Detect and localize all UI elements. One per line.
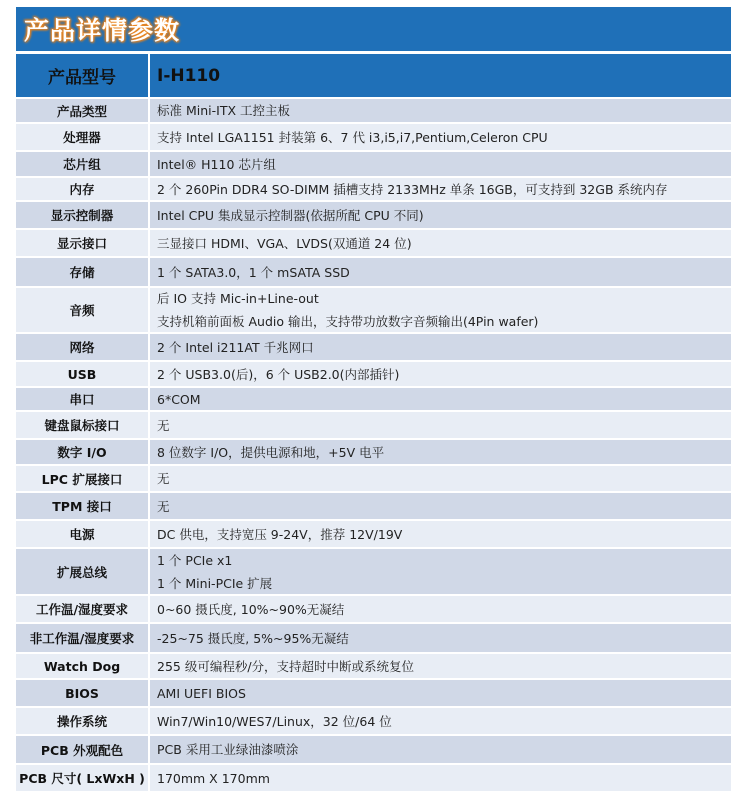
spec-value	[150, 521, 731, 547]
model-label: 产品型号	[16, 54, 150, 97]
spec-label: TPM 接口	[16, 493, 150, 519]
page-title: 产品详情参数	[24, 16, 181, 45]
table-row	[16, 440, 731, 466]
spec-table	[16, 99, 731, 793]
spec-value	[150, 230, 731, 256]
spec-value	[150, 388, 731, 410]
spec-value-line: Intel® H110 芯片组	[157, 156, 276, 172]
spec-value-line: 2 个 USB3.0(后)，6 个 USB2.0(内部插针)	[157, 366, 400, 382]
spec-value-line: 标准 Mini-ITX 工控主板	[157, 103, 290, 118]
spec-value	[150, 549, 731, 594]
spec-label: 非工作温/湿度要求	[16, 624, 150, 652]
spec-value-line: 支持机箱前面板 Audio 输出，支持带功放数字音频输出(4Pin wafer)	[157, 314, 539, 329]
spec-label: 串口	[16, 388, 150, 410]
spec-label: PCB 外观配色	[16, 736, 150, 763]
spec-label: 电源	[16, 521, 150, 547]
table-row	[16, 388, 731, 412]
title-bar	[16, 7, 731, 51]
spec-label: 键盘鼠标接口	[16, 412, 150, 438]
table-row	[16, 493, 731, 521]
spec-value	[150, 466, 731, 491]
spec-label: 产品类型	[16, 99, 150, 122]
table-row	[16, 178, 731, 202]
spec-value	[150, 596, 731, 622]
spec-value-line: 8 位数字 I/O，提供电源和地，+5V 电平	[157, 444, 385, 460]
spec-sheet	[16, 7, 731, 793]
table-row	[16, 736, 731, 765]
table-row	[16, 680, 731, 708]
spec-label: 显示接口	[16, 230, 150, 256]
spec-label: 存储	[16, 258, 150, 286]
model-value: I-H110	[157, 65, 221, 86]
table-row	[16, 596, 731, 624]
spec-value	[150, 493, 731, 519]
spec-value-line: 无	[157, 498, 170, 514]
spec-value-line: 255 级可编程秒/分，支持超时中断或系统复位	[157, 658, 415, 674]
spec-label: 内存	[16, 178, 150, 200]
spec-value	[150, 680, 731, 706]
spec-value	[150, 624, 731, 652]
table-row	[16, 765, 731, 793]
spec-value-line: 无	[157, 471, 170, 486]
spec-label: 扩展总线	[16, 549, 150, 594]
spec-value-line: 1 个 PCIe x1	[157, 552, 233, 568]
spec-label: 网络	[16, 334, 150, 360]
spec-value	[150, 440, 731, 464]
spec-value	[150, 362, 731, 386]
table-row	[16, 334, 731, 362]
spec-value	[150, 654, 731, 678]
table-row	[16, 466, 731, 493]
table-row	[16, 99, 731, 124]
spec-value	[150, 178, 731, 200]
spec-value-line: 0~60 摄氏度, 10%~90%无凝结	[157, 601, 345, 617]
spec-value-line: 无	[157, 417, 170, 433]
table-row	[16, 624, 731, 654]
spec-value-line: 支持 Intel LGA1151 封装第 6、7 代 i3,i5,i7,Pentium,Celeron CPU	[157, 129, 548, 145]
spec-value	[150, 708, 731, 734]
spec-value	[150, 288, 731, 332]
spec-value	[150, 202, 731, 228]
table-row	[16, 124, 731, 152]
table-row	[16, 258, 731, 288]
spec-value-line: 1 个 SATA3.0，1 个 mSATA SSD	[157, 264, 350, 280]
table-row	[16, 288, 731, 334]
spec-value	[150, 99, 731, 122]
spec-value	[150, 152, 731, 176]
spec-value	[150, 765, 731, 791]
table-row	[16, 362, 731, 388]
spec-value-line: DC 供电，支持宽压 9-24V，推荐 12V/19V	[157, 526, 403, 542]
spec-value-line: 三显接口 HDMI、VGA、LVDS(双通道 24 位)	[157, 235, 412, 251]
spec-value-line: 6*COM	[157, 391, 201, 407]
spec-label: 显示控制器	[16, 202, 150, 228]
spec-value-line: 后 IO 支持 Mic-in+Line-out	[157, 291, 319, 306]
spec-value	[150, 258, 731, 286]
spec-label: PCB 尺寸( LxWxH )	[16, 765, 150, 791]
spec-value-line: Win7/Win10/WES7/Linux，32 位/64 位	[157, 713, 392, 729]
spec-value	[150, 334, 731, 360]
spec-label: 芯片组	[16, 152, 150, 176]
table-row	[16, 521, 731, 549]
spec-label: USB	[16, 362, 150, 386]
spec-value-line: AMI UEFI BIOS	[157, 685, 246, 701]
spec-value-line: 1 个 Mini-PCIe 扩展	[157, 575, 273, 591]
spec-label: 处理器	[16, 124, 150, 150]
spec-label: LPC 扩展接口	[16, 466, 150, 491]
spec-value-line: PCB 采用工业绿油漆喷涂	[157, 742, 299, 757]
spec-label: BIOS	[16, 680, 150, 706]
table-row	[16, 202, 731, 230]
spec-value-line: 170mm X 170mm	[157, 770, 270, 786]
table-row	[16, 549, 731, 596]
table-row	[16, 654, 731, 680]
table-row	[16, 412, 731, 440]
spec-value	[150, 736, 731, 763]
table-row	[16, 152, 731, 178]
spec-label: 操作系统	[16, 708, 150, 734]
model-header-row	[16, 54, 731, 99]
spec-value	[150, 412, 731, 438]
spec-label: 数字 I/O	[16, 440, 150, 464]
table-row	[16, 230, 731, 258]
spec-value-line: 2 个 Intel i211AT 千兆网口	[157, 339, 314, 355]
spec-value-line: -25~75 摄氏度, 5%~95%无凝结	[157, 630, 349, 646]
spec-value-line: 2 个 260Pin DDR4 SO-DIMM 插槽支持 2133MHz 单条 16GB，可支持到 32GB 系统内存	[157, 181, 668, 197]
spec-value	[150, 124, 731, 150]
spec-label: Watch Dog	[16, 654, 150, 678]
spec-label: 工作温/湿度要求	[16, 596, 150, 622]
spec-label: 音频	[16, 288, 150, 332]
table-row	[16, 708, 731, 736]
spec-value-line: Intel CPU 集成显示控制器(依据所配 CPU 不同)	[157, 207, 424, 223]
